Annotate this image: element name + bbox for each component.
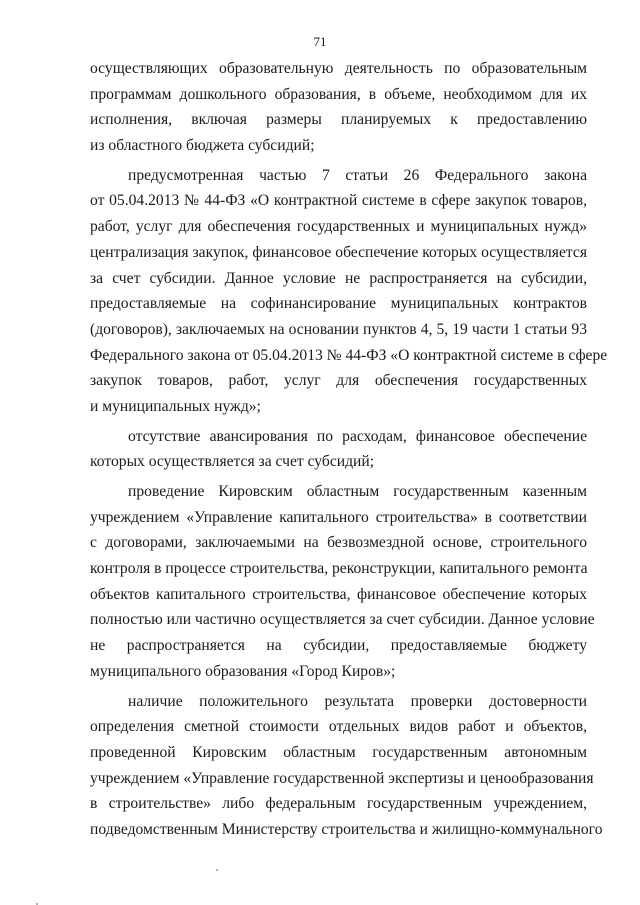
paragraph (90, 689, 603, 843)
text-line: полностью или частично осуществляется за счет субсидии. Данное условие (90, 611, 595, 629)
text-line: определения сметной стоимости отдельных видов работ и объектов, (90, 718, 587, 736)
text-line: из областного бюджета субсидий; (90, 137, 315, 155)
text-line: учреждением «Управление капитального строительства» в соответствии (90, 508, 587, 526)
text-line: подведомственным Министерству строительства и жилищно-коммунального (90, 820, 603, 838)
text-line: муниципального образования «Город Киров»; (90, 662, 396, 680)
text-line: наличие положительного результата проверки достоверности (128, 692, 587, 710)
text-line: не распространяется на субсидии, предоставляемые бюджету (90, 637, 587, 655)
text-line: (договоров), заключаемых на основании пунктов 4, 5, 19 части 1 статьи 93 (90, 320, 587, 338)
scan-speck (216, 869, 218, 871)
text-line: исполнения, включая размеры планируемых к предоставлению (90, 111, 587, 129)
text-line: которых осуществляется за счет субсидий; (90, 453, 375, 471)
text-line: и муниципальных нужд»; (90, 397, 261, 415)
text-line: закупок товаров, работ, услуг для обеспечения государственных (90, 372, 587, 390)
text-line: в строительстве» либо федеральным государственным учреждением, (90, 795, 587, 813)
text-line: с договорами, заключаемыми на безвозмездной основе, строительного (90, 534, 587, 552)
text-line: отсутствие авансирования по расходам, финансовое обеспечение (128, 427, 587, 445)
text-line: Федерального закона от 05.04.2013 № 44-ФЗ «О контрактной системе в сфере (90, 346, 608, 364)
text-line: программам дошкольного образования, в объеме, необходимом для их (90, 85, 587, 103)
text-line: учреждением «Управление государственной экспертизы и ценообразования (90, 769, 594, 787)
text-line: проведенной Кировским областным государственным автономным (90, 743, 587, 761)
text-line: централизация закупок, финансовое обеспечение которых осуществляется (90, 243, 587, 261)
text-line: предоставляемые на софинансирование муниципальных контрактов (90, 295, 587, 313)
text-line: работ, услуг для обеспечения государственных и муниципальных нужд» (90, 218, 587, 236)
text-line: от 05.04.2013 № 44-ФЗ «О контрактной системе в сфере закупок товаров, (90, 192, 587, 210)
text-line: проведение Кировским областным государственным казенным (128, 483, 587, 500)
text-line: объектов капитального строительства, финансовое обеспечение которых (90, 585, 587, 603)
paragraph (90, 479, 595, 685)
text-line: контроля в процессе строительства, реконструкции, капитального ремонта (90, 560, 588, 578)
paragraph (90, 424, 587, 475)
document-body (90, 56, 608, 843)
text-line: осуществляющих образовательную деятельность по образовательным (90, 60, 587, 77)
text-line: за счет субсидии. Данное условие не распространяется на субсидии, (90, 269, 587, 287)
text-line: предусмотренная частью 7 статьи 26 Федерального закона (128, 166, 587, 184)
page-number: 71 (313, 34, 327, 49)
paragraph (90, 56, 587, 159)
paragraph (90, 163, 608, 420)
